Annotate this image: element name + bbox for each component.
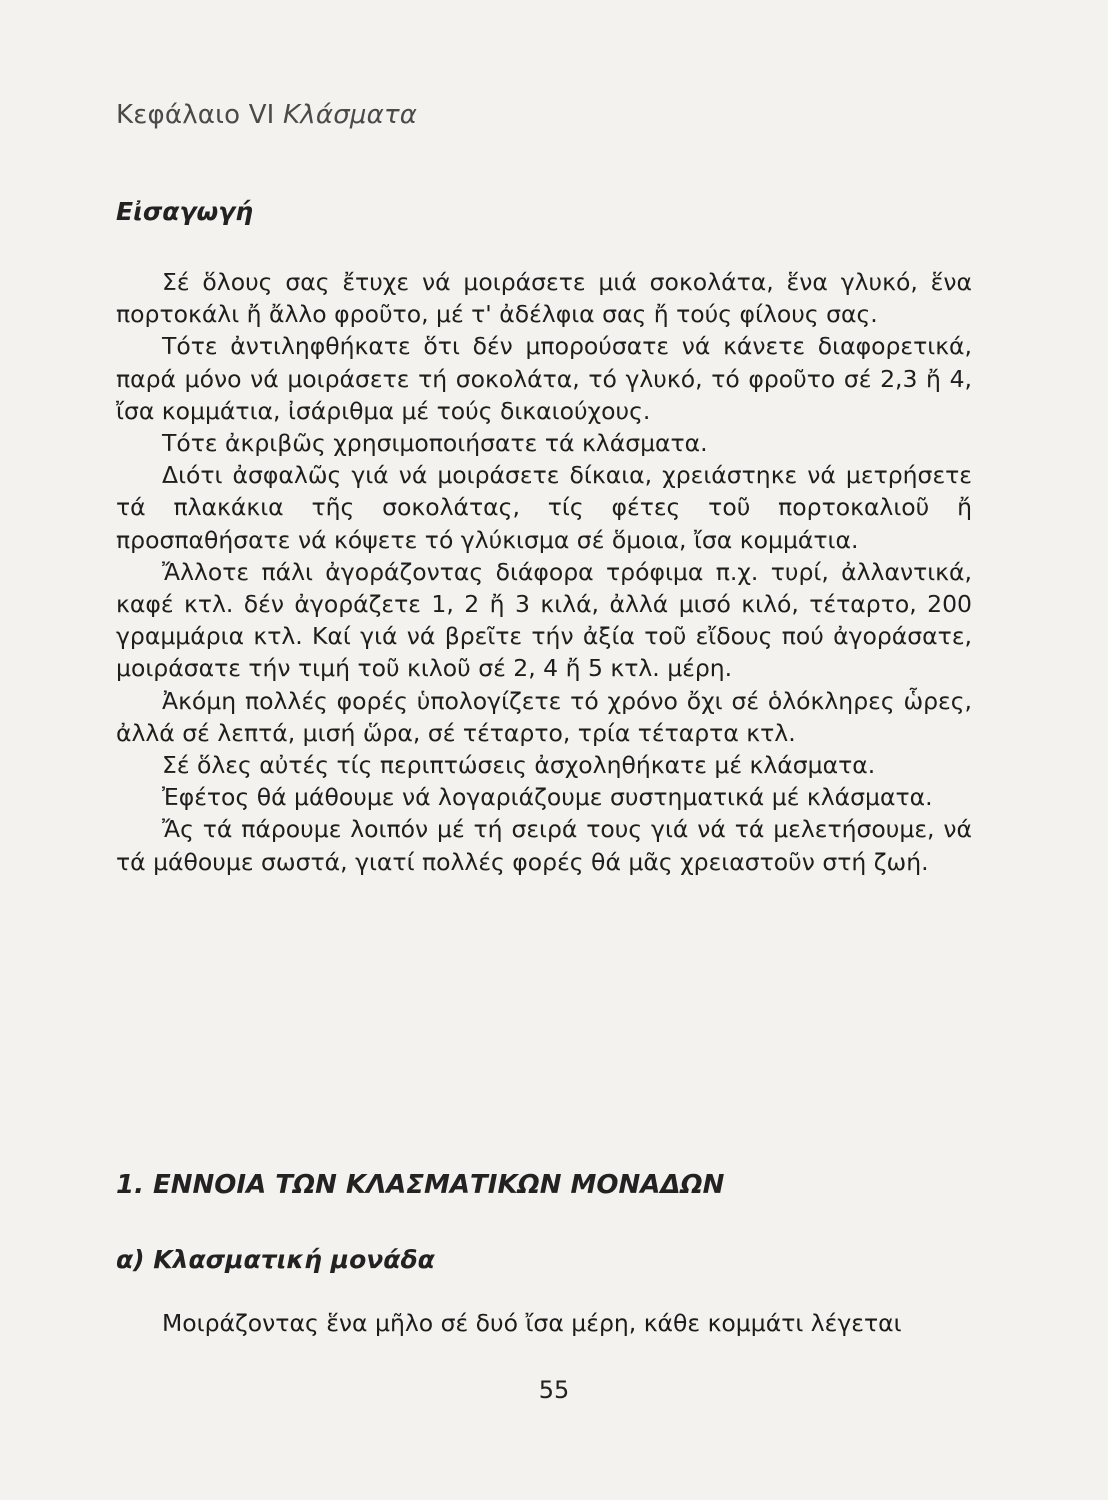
chapter-title: Κλάσματα (283, 100, 418, 130)
intro-heading: Εἰσαγωγή (116, 197, 254, 226)
page-number: 55 (538, 1376, 570, 1404)
paragraph: Ἐφέτος θά μάθουμε νά λογαριάζουμε συστηματικά μέ κλάσματα. (162, 783, 933, 812)
section-heading: 1. ΕΝΝΟΙΑ ΤΩΝ ΚΛΑΣΜΑΤΙΚΩΝ ΜΟΝΑΔΩΝ (116, 1170, 725, 1200)
paragraph: Τότε ἀντιληφθήκατε ὅτι δέν μπορούσατε νά κάνετε διαφορετικά, παρά μόνο νά μοιράσετε τή σοκολάτα, τό γλυκό, τό φροῦτο σέ 2,3 ἤ 4, ἴσα κομμάτια, ἰσάριθμα μέ τούς δικαιούχους. (116, 332, 972, 425)
intro-text (116, 266, 972, 878)
paragraph: Ἄς τά πάρουμε λοιπόν μέ τή σειρά τους γιά νά τά μελετήσουμε, νά τά μάθουμε σωστά, γιατί πολλές φορές θά μᾶς χρειαστοῦν στή ζωή. (116, 815, 972, 876)
paragraph: Ἀκόμη πολλές φορές ὑπολογίζετε τό χρόνο ὄχι σέ ὁλόκληρες ὧρες, ἀλλά σέ λεπτά, μισή ὥρα, σέ τέταρτο, τρία τέταρτα κτλ. (116, 686, 972, 747)
paragraph: Ἄλλοτε πάλι ἀγοράζοντας διάφορα τρόφιμα π.χ. τυρί, ἀλλαντικά, καφέ κτλ. δέν ἀγοράζετε 1, 2 ἤ 3 κιλά, ἀλλά μισό κιλό, τέταρτο, 200 γραμμάρια κτλ. Καί γιά νά βρεῖτε τήν ἀξία τοῦ εἴδους πού ἀγοράσατε, μοιράσατε τήν τιμή τοῦ κιλοῦ σέ 2, 4 ἤ 5 κτλ. μέρη. (116, 557, 972, 683)
subsection-heading: α) Κλασματική μονάδα (116, 1245, 435, 1274)
chapter-label: Κεφάλαιο VI (116, 100, 275, 130)
section-first-line: Μοιράζοντας ἕνα μῆλο σέ δυό ἴσα μέρη, κάθε κομμάτι λέγεται (162, 1309, 902, 1337)
paragraph: Σέ ὅλους σας ἔτυχε νά μοιράσετε μιά σοκολάτα, ἕνα γλυκό, ἕνα πορτοκάλι ἤ ἄλλο φροῦτο, μέ τ' ἀδέλφια σας ἤ τούς φίλους σας. (116, 268, 972, 329)
paragraph: Σέ ὅλες αὐτές τίς περιπτώσεις ἀσχοληθήκατε μέ κλάσματα. (162, 751, 876, 780)
paragraph: Τότε ἀκριβῶς χρησιμοποιήσατε τά κλάσματα. (162, 429, 708, 458)
chapter-header (116, 100, 417, 130)
paragraph: Διότι ἀσφαλῶς γιά νά μοιράσετε δίκαια, χρειάστηκε νά μετρήσετε τά πλακάκια τῆς σοκολάτας, τίς φέτες τοῦ πορτοκαλιοῦ ἤ προσπαθήσατε νά κόψετε τό γλύκισμα σέ ὅμοια, ἴσα κομμάτια. (116, 461, 972, 554)
